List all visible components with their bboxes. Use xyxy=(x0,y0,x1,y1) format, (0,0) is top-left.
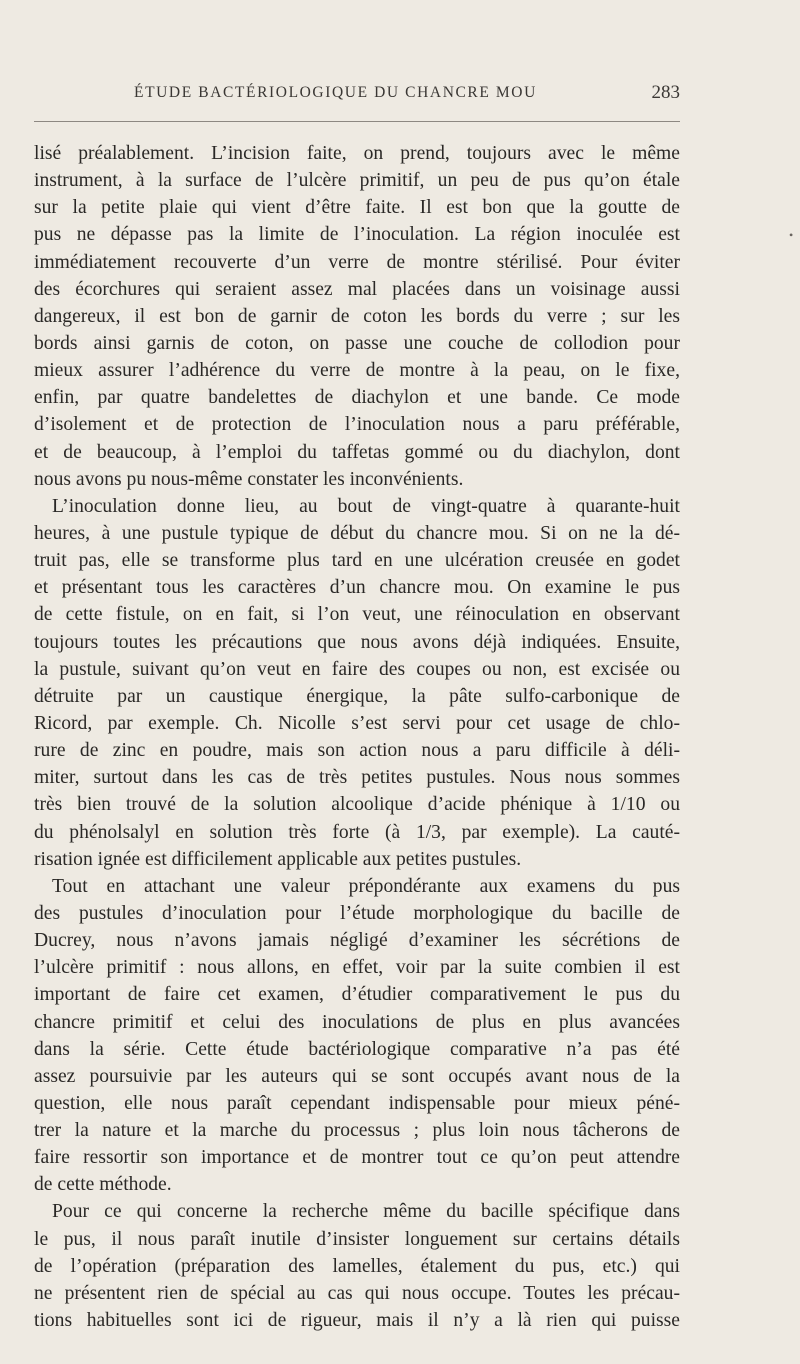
text-line: enfin, par quatre bandelettes de diachylon et une bande. Ce mode xyxy=(34,387,680,409)
text-line: des pustules d’inoculation pour l’étude morphologique du bacille de xyxy=(34,902,680,924)
text-line: question, elle nous paraît cependant indispensable pour mieux péné- xyxy=(34,1092,680,1114)
text-line: de l’opération (préparation des lamelles, étalement du pus, etc.) qui xyxy=(34,1255,680,1277)
text-line: faire ressortir son importance et de montrer tout ce qu’on peut attendre xyxy=(34,1147,680,1169)
margin-mark: • xyxy=(789,228,794,242)
text-line: le pus, il nous paraît inutile d’insister longuement sur certains détails xyxy=(34,1228,680,1250)
text-line: important de faire cet examen, d’étudier comparativement le pus du xyxy=(34,984,680,1006)
text-line: truit pas, elle se transforme plus tard en une ulcération creusée en godet xyxy=(34,550,680,572)
text-line: toujours toutes les précautions que nous avons déjà indiquées. Ensuite, xyxy=(34,631,680,653)
text-line: et de beaucoup, à l’emploi du taffetas gommé ou du diachylon, dont xyxy=(34,441,680,463)
text-line: ne présentent rien de spécial au cas qui nous occupe. Toutes les précau- xyxy=(34,1282,680,1304)
text-line: trer la nature et la marche du processus ; plus loin nous tâcherons de xyxy=(34,1120,680,1142)
text-line: bords ainsi garnis de coton, on passe une couche de collodion pour xyxy=(34,332,680,354)
text-line: la pustule, suivant qu’on veut en faire des coupes ou non, est excisée ou xyxy=(34,658,680,680)
text-line: l’ulcère primitif : nous allons, en effet, voir par la suite combien il est xyxy=(34,957,680,979)
text-line: lisé préalablement. L’incision faite, on prend, toujours avec le même xyxy=(34,143,680,164)
text-line: dans la série. Cette étude bactériologique comparative n’a pas été xyxy=(34,1038,680,1060)
text-line: nous avons pu nous-même constater les inconvénients. xyxy=(34,468,464,490)
text-line: Pour ce qui concerne la recherche même du bacille spécifique dans xyxy=(52,1201,680,1223)
text-line: miter, surtout dans les cas de très petites pustules. Nous nous sommes xyxy=(34,767,680,789)
page-number: 283 xyxy=(651,82,680,103)
text-line: pus ne dépasse pas la limite de l’inoculation. La région inoculée est xyxy=(34,224,680,246)
text-line: immédiatement recouverte d’un verre de montre stérilisé. Pour éviter xyxy=(34,251,680,273)
text-line: et présentant tous les caractères d’un chancre mou. On examine le pus xyxy=(34,577,680,599)
text-line: très bien trouvé de la solution alcoolique d’acide phénique à 1/10 ou xyxy=(34,794,680,816)
text-line: sur la petite plaie qui vient d’être faite. Il est bon que la goutte de xyxy=(34,197,680,219)
text-line: assez poursuivie par les auteurs qui se sont occupés avant nous de la xyxy=(34,1065,680,1087)
text-line: mieux assurer l’adhérence du verre de montre à la peau, on le fixe, xyxy=(34,360,680,382)
text-line: chancre primitif et celui des inoculations de plus en plus avancées xyxy=(34,1011,680,1033)
text-line: heures, à une pustule typique de début du chancre mou. Si on ne la dé- xyxy=(34,522,680,544)
text-line: L’inoculation donne lieu, au bout de vingt-quatre à quarante-huit xyxy=(52,495,680,517)
text-line: de cette méthode. xyxy=(34,1174,172,1196)
text-line: dangereux, il est bon de garnir de coton les bords du verre ; sur les xyxy=(34,305,680,327)
text-line: Ricord, par exemple. Ch. Nicolle s’est servi pour cet usage de chlo- xyxy=(34,712,680,734)
text-line: rure de zinc en poudre, mais son action nous a paru difficile à déli- xyxy=(34,740,680,762)
header-rule xyxy=(34,121,680,122)
text-line: instrument, à la surface de l’ulcère primitif, un peu de pus qu’on étale xyxy=(34,170,680,192)
running-title: ÉTUDE BACTÉRIOLOGIQUE DU CHANCRE MOU xyxy=(134,84,537,101)
text-line: risation ignée est difficilement applicable aux petites pustules. xyxy=(34,848,522,870)
text-line: du phénolsalyl en solution très forte (à 1/3, par exemple). La cauté- xyxy=(34,821,680,843)
running-head xyxy=(34,84,680,110)
text-line: tions habituelles sont ici de rigueur, mais il n’y a là rien qui puisse xyxy=(34,1310,680,1332)
body-text xyxy=(34,140,680,1334)
text-line: de cette fistule, on en fait, si l’on veut, une réinoculation en observant xyxy=(34,604,680,626)
text-line: d’isolement et de protection de l’inoculation nous a paru préférable, xyxy=(34,414,680,436)
text-line: Tout en attachant une valeur prépondérante aux examens du pus xyxy=(52,875,680,897)
text-line: Ducrey, nous n’avons jamais négligé d’examiner les sécrétions de xyxy=(34,930,680,952)
text-line: détruite par un caustique énergique, la pâte sulfo-carbonique de xyxy=(34,685,680,707)
text-line: des écorchures qui seraient assez mal placées dans un voisinage aussi xyxy=(34,278,680,300)
